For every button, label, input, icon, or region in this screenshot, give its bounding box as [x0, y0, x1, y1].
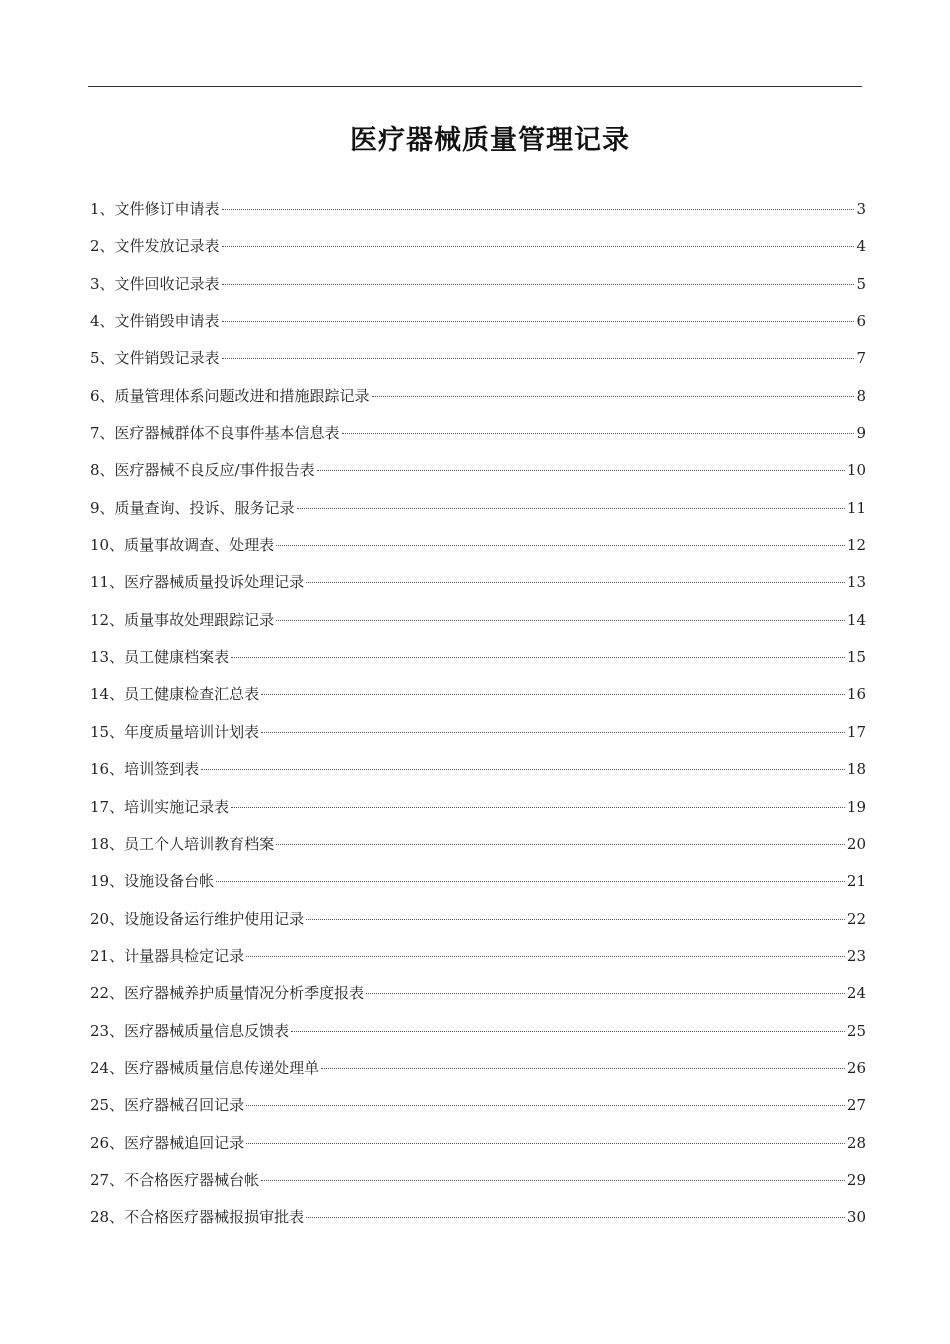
toc-dot-leader	[261, 1179, 845, 1181]
toc-entry-title: 12、质量事故处理跟踪记录	[90, 610, 275, 629]
toc-entry-title: 19、设施设备台帐	[90, 872, 215, 891]
toc-entry[interactable]	[90, 826, 866, 863]
toc-entry[interactable]	[90, 714, 866, 751]
toc-entry-title: 14、员工健康检查汇总表	[90, 685, 260, 704]
toc-dot-leader	[321, 1067, 845, 1069]
toc-entry[interactable]	[90, 938, 866, 975]
toc-dot-leader	[276, 544, 845, 546]
toc-dot-leader	[297, 507, 845, 509]
toc-entry[interactable]	[90, 1013, 866, 1050]
toc-entry-title: 7、医疗器械群体不良事件基本信息表	[90, 424, 340, 443]
toc-entry-title: 6、质量管理体系问题改进和措施跟踪记录	[90, 386, 370, 405]
document-title: 医疗器械质量管理记录	[350, 125, 630, 156]
toc-entry[interactable]	[90, 191, 866, 228]
toc-dot-leader	[231, 806, 845, 808]
toc-page-number: 3	[856, 200, 866, 218]
toc-entry-title: 27、不合格医疗器械台帐	[90, 1170, 260, 1189]
toc-entry-title: 25、医疗器械召回记录	[90, 1096, 245, 1115]
toc-dot-leader	[231, 656, 845, 658]
toc-dot-leader	[261, 693, 845, 695]
toc-entry-title: 4、文件销毁申请表	[90, 312, 220, 331]
toc-entry[interactable]	[90, 378, 866, 415]
toc-entry[interactable]	[90, 1125, 866, 1162]
toc-entry-title: 9、质量查询、投诉、服务记录	[90, 498, 295, 517]
toc-entry-title: 5、文件销毁记录表	[90, 349, 220, 368]
toc-entry[interactable]	[90, 901, 866, 938]
toc-dot-leader	[372, 395, 855, 397]
toc-page-number: 7	[856, 349, 866, 368]
toc-page-number: 23	[846, 946, 866, 965]
toc-entry[interactable]	[90, 1087, 866, 1124]
toc-dot-leader	[222, 245, 855, 247]
toc-entry-title: 1、文件修订申请表	[90, 200, 220, 218]
toc-page-number: 18	[846, 760, 866, 779]
toc-page-number: 13	[846, 573, 866, 592]
toc-entry[interactable]	[90, 452, 866, 489]
toc-entry-title: 11、医疗器械质量投诉处理记录	[90, 573, 305, 592]
toc-dot-leader	[222, 320, 855, 322]
toc-page-number: 24	[846, 984, 866, 1003]
toc-entry[interactable]	[90, 564, 866, 601]
toc-dot-leader	[306, 1216, 845, 1218]
toc-page-number: 9	[856, 424, 866, 443]
toc-dot-leader	[306, 918, 845, 920]
toc-entry[interactable]	[90, 490, 866, 527]
toc-entry[interactable]	[90, 863, 866, 900]
toc-page-number: 10	[846, 461, 866, 480]
toc-dot-leader	[201, 768, 845, 770]
toc-entry-title: 22、医疗器械养护质量情况分析季度报表	[90, 984, 365, 1003]
toc-entry[interactable]	[90, 1199, 866, 1236]
toc-entry-title: 21、计量器具检定记录	[90, 946, 245, 965]
toc-page-number: 25	[846, 1021, 866, 1040]
toc-dot-leader	[246, 1104, 845, 1106]
toc-dot-leader	[246, 1142, 845, 1144]
toc-entry-title: 23、医疗器械质量信息反馈表	[90, 1021, 290, 1040]
toc-page-number: 22	[846, 909, 866, 928]
toc-page-number: 28	[846, 1133, 866, 1152]
toc-entry-title: 16、培训签到表	[90, 760, 200, 779]
toc-entry-title: 26、医疗器械追回记录	[90, 1133, 245, 1152]
toc-entry-title: 15、年度质量培训计划表	[90, 722, 260, 741]
toc-dot-leader	[222, 357, 855, 359]
toc-page-number: 27	[846, 1096, 866, 1115]
toc-entry-title: 13、员工健康档案表	[90, 648, 230, 667]
toc-page-number: 11	[846, 498, 866, 517]
toc-entry[interactable]	[90, 639, 866, 676]
toc-page-number: 17	[846, 722, 866, 741]
toc-entry-title: 3、文件回收记录表	[90, 274, 220, 293]
toc-dot-leader	[222, 208, 855, 210]
toc-entry[interactable]	[90, 1162, 866, 1199]
toc-page-number: 6	[856, 312, 866, 331]
toc-entry-title: 18、员工个人培训教育档案	[90, 834, 275, 853]
toc-page-number: 26	[846, 1058, 866, 1077]
toc-page-number: 21	[846, 872, 866, 891]
toc-entry-title: 24、医疗器械质量信息传递处理单	[90, 1058, 320, 1077]
toc-page-number: 30	[846, 1208, 866, 1227]
toc-entry-title: 28、不合格医疗器械报损审批表	[90, 1208, 305, 1227]
toc-dot-leader	[222, 283, 855, 285]
toc-page-number: 15	[846, 648, 866, 667]
toc-dot-leader	[291, 1030, 845, 1032]
toc-entry[interactable]	[90, 975, 866, 1012]
toc-page-number: 5	[856, 274, 866, 293]
toc-dot-leader	[276, 843, 845, 845]
toc-dot-leader	[317, 469, 845, 471]
toc-entry[interactable]	[90, 340, 866, 377]
toc-entry-title: 8、医疗器械不良反应/事件报告表	[90, 461, 315, 480]
toc-page-number: 19	[846, 797, 866, 816]
toc-entry[interactable]	[90, 527, 866, 564]
toc-entry[interactable]	[90, 1050, 866, 1087]
table-of-contents	[90, 191, 866, 1237]
toc-page-number: 20	[846, 834, 866, 853]
toc-dot-leader	[306, 581, 845, 583]
toc-entry[interactable]	[90, 303, 866, 340]
toc-dot-leader	[216, 880, 845, 882]
toc-page-number: 4	[856, 237, 866, 256]
toc-dot-leader	[342, 432, 855, 434]
toc-dot-leader	[246, 955, 845, 957]
toc-entry[interactable]	[90, 751, 866, 788]
toc-entry[interactable]	[90, 789, 866, 826]
toc-entry-title: 2、文件发放记录表	[90, 237, 220, 256]
toc-entry[interactable]	[90, 266, 866, 303]
toc-entry[interactable]	[90, 676, 866, 713]
toc-entry[interactable]	[90, 602, 866, 639]
toc-entry[interactable]	[90, 228, 866, 265]
toc-entry-title: 20、设施设备运行维护使用记录	[90, 909, 305, 928]
toc-page-number: 8	[856, 386, 866, 405]
toc-dot-leader	[261, 731, 845, 733]
toc-entry-title: 10、质量事故调查、处理表	[90, 536, 275, 555]
toc-dot-leader	[366, 992, 845, 994]
toc-entry[interactable]	[90, 415, 866, 452]
toc-page-number: 14	[846, 610, 866, 629]
header-rule	[88, 86, 862, 87]
toc-dot-leader	[276, 619, 845, 621]
toc-page-number: 12	[846, 536, 866, 555]
toc-entry-title: 17、培训实施记录表	[90, 797, 230, 816]
toc-page-number: 29	[846, 1170, 866, 1189]
toc-page-number: 16	[846, 685, 866, 704]
